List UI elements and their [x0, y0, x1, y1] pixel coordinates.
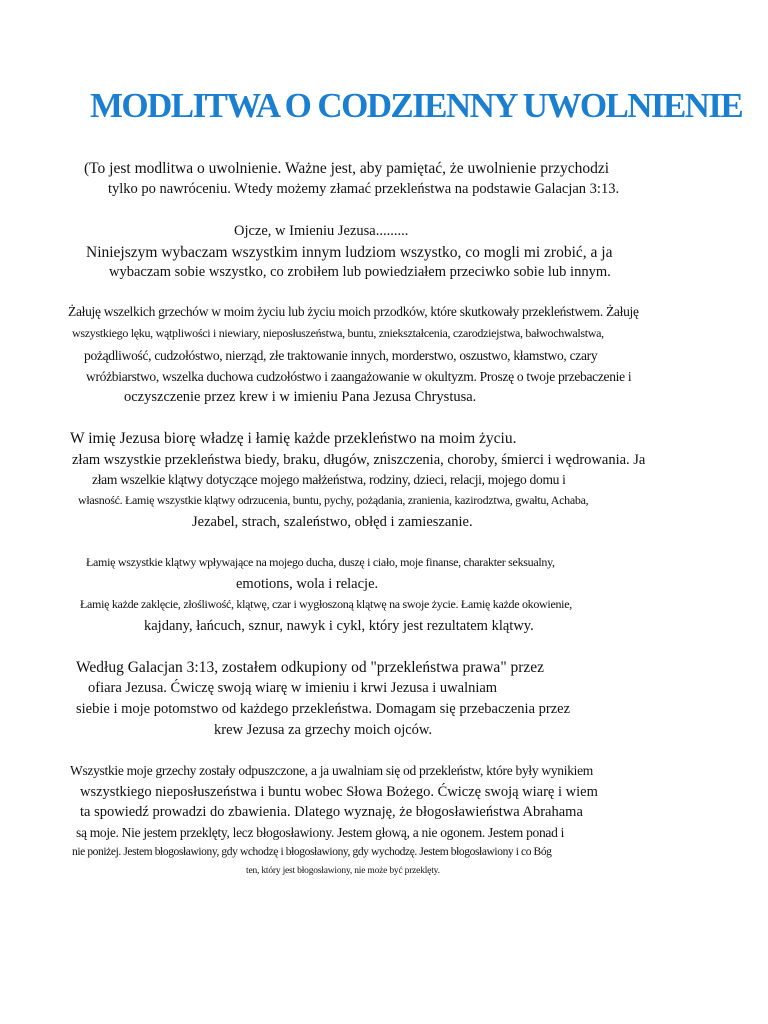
text-line: są moje. Nie jestem przeklęty, lecz błogosławiony. Jestem głową, a nie ogonem. Jestem ponad i: [76, 825, 565, 840]
document-title: MODLITWA O CODZIENNY UWOLNIENIE: [90, 86, 743, 125]
text-line: krew Jezusa za grzechy moich ojców.: [214, 722, 433, 738]
text-line: wybaczam sobie wszystko, co zrobiłem lub powiedziałem przeciwko sobie lub innym.: [109, 264, 611, 280]
text-line: Wszystkie moje grzechy zostały odpuszczone, a ja uwalniam się od przekleństw, które były wynikiem: [70, 763, 593, 778]
text-line: Łamię każde zaklęcie, złośliwość, klątwę, czar i wygłoszoną klątwę na swoje życie. Łamię każde okowienie,: [80, 597, 572, 611]
text-line: złam wszelkie klątwy dotyczące mojego małżeństwa, rodziny, dzieci, relacji, mojego domu i: [92, 472, 566, 487]
text-line: siebie i moje potomstwo od każdego przekleństwa. Domagam się przebaczenia przez: [76, 701, 571, 717]
text-line: (To jest modlitwa o uwolnienie. Ważne jest, aby pamiętać, że uwolnienie przychodzi: [84, 160, 610, 177]
text-line: emotions, wola i relacje.: [236, 576, 379, 592]
text-line: kajdany, łańcuch, sznur, nawyk i cykl, który jest rezultatem klątwy.: [144, 618, 534, 634]
text-line: Niniejszym wybaczam wszystkim innym ludziom wszystko, co mogli mi zrobić, a ja: [86, 244, 613, 261]
text-line: Według Galacjan 3:13, zostałem odkupiony od "przekleństwa prawa" przez: [76, 659, 545, 676]
text-line: Żałuję wszelkich grzechów w moim życiu lub życiu moich przodków, które skutkowały przekleństwem. Żałuję: [68, 304, 639, 319]
text-line: wróżbiarstwo, wszelka duchowa cudzołóstwo i zaangażowanie w okultyzm. Proszę o twoje przebaczenie i: [86, 369, 632, 384]
text-line: nie poniżej. Jestem błogosławiony, gdy wchodzę i błogosławiony, gdy wychodzę. Jestem błogosławiony i co Bóg: [72, 846, 552, 858]
text-line: W imię Jezusa biorę władzę i łamię każde przekleństwo na moim życiu.: [70, 430, 517, 447]
text-line: Łamię wszystkie klątwy wpływające na mojego ducha, duszę i ciało, moje finanse, charakter seksualny,: [86, 555, 555, 569]
text-line: złam wszystkie przekleństwa biedy, braku, długów, zniszczenia, choroby, śmierci i wędrowania. Ja: [72, 452, 646, 468]
text-line: Jezabel, strach, szaleństwo, obłęd i zamieszanie.: [192, 514, 473, 530]
text-line: ofiara Jezusa. Ćwiczę swoją wiarę w imieniu i krwi Jezusa i uwalniam: [88, 680, 498, 696]
text-line: tylko po nawróceniu. Wtedy możemy złamać przekleństwa na podstawie Galacjan 3:13.: [108, 181, 620, 197]
text-line: własność. Łamię wszystkie klątwy odrzucenia, buntu, pychy, pożądania, zranienia, kazirodztwa, gwałtu, Achaba,: [78, 493, 589, 507]
text-line: Ojcze, w Imieniu Jezusa.........: [234, 223, 409, 239]
text-line: wszystkiego lęku, wątpliwości i niewiary, nieposłuszeństwa, buntu, zniekształcenia, czarodziejstwa, bałwochwalstwa,: [72, 326, 604, 340]
text-line: oczyszczenie przez krew i w imieniu Pana Jezusa Chrystusa.: [124, 389, 477, 405]
text-line: wszystkiego nieposłuszeństwa i buntu wobec Słowa Bożego. Ćwiczę swoją wiarę i wiem: [80, 784, 598, 800]
text-line: ta spowiedź prowadzi do zbawienia. Dlatego wyznaję, że błogosławieństwa Abrahama: [80, 804, 583, 820]
text-line: ten, który jest błogosławiony, nie może być przeklęty.: [246, 866, 440, 876]
text-line: pożądliwość, cudzołóstwo, nierząd, złe traktowanie innych, morderstwo, oszustwo, kłamstwo, czary: [84, 348, 598, 363]
